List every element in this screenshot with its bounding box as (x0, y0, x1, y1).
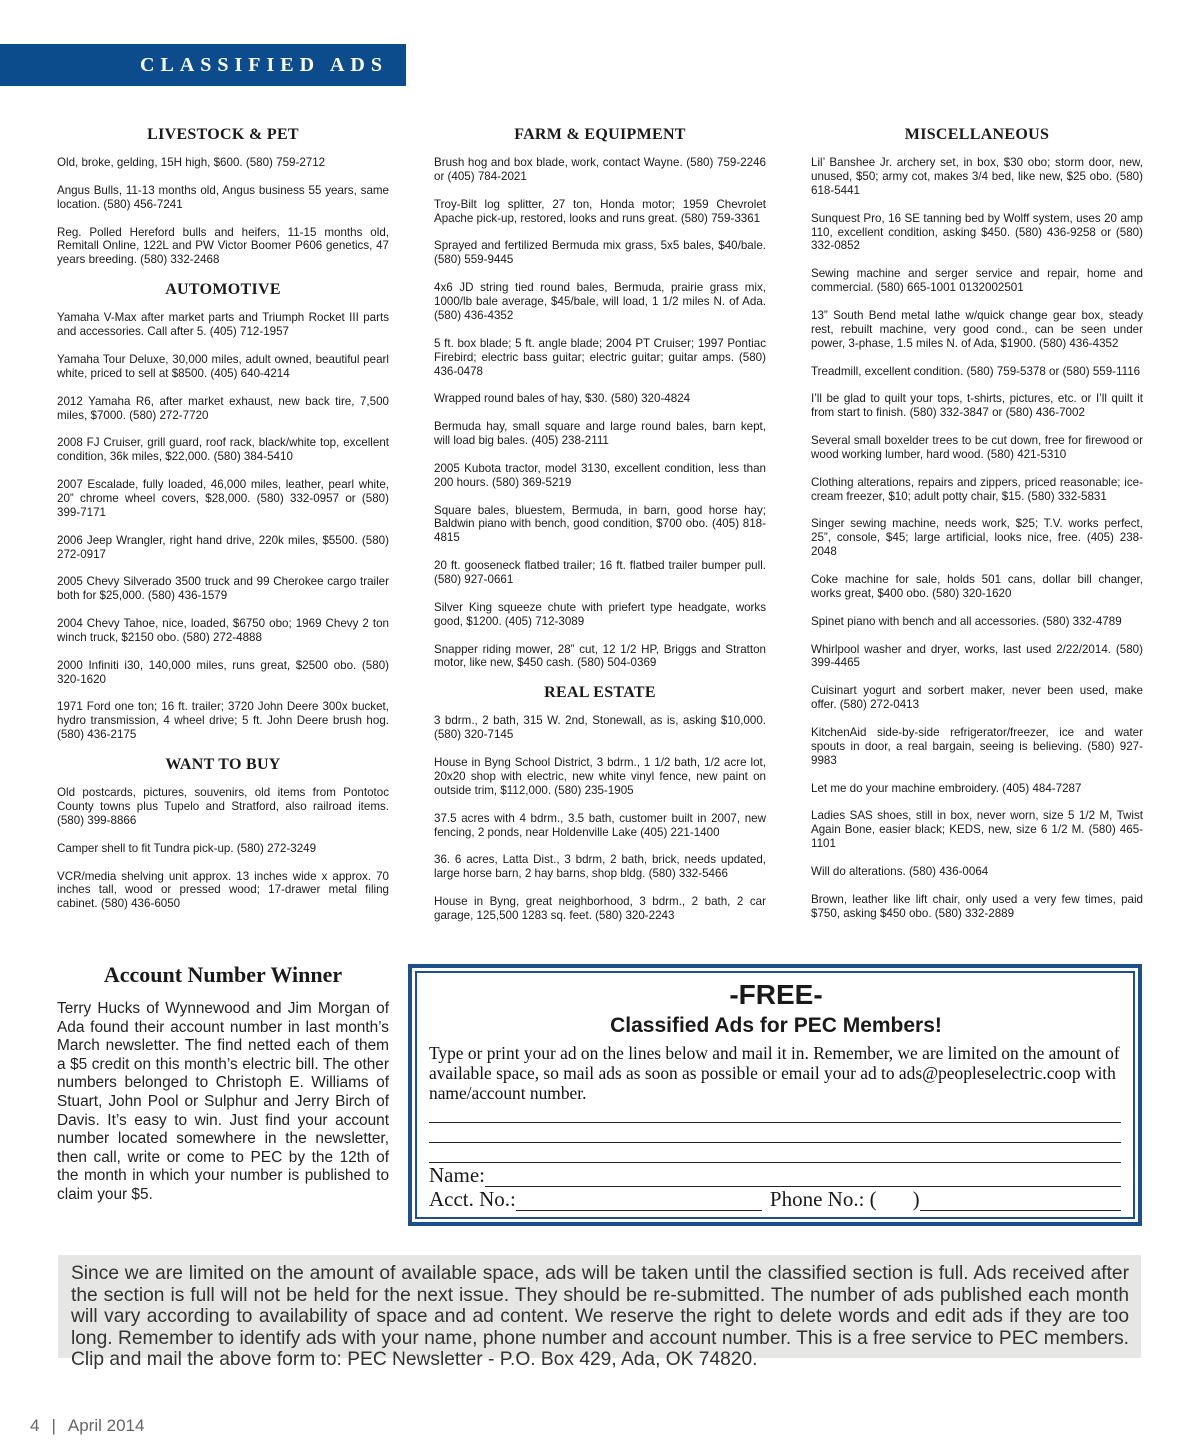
phone-label: Phone No.: ( (769, 1187, 877, 1211)
classified-ad: Camper shell to fit Tundra pick-up. (580) 272-3249 (57, 841, 317, 855)
classified-ad: 13” South Bend metal lathe w/quick change gear box, steady rest, rebuilt machine, very good cond., can be seen under power, 3-phase, 1.5 miles N. of Ada, $1900. (580) 436-4352 (811, 308, 1143, 350)
name-label: Name: (429, 1163, 485, 1187)
notice-text: Since we are limited on the amount of available space, ads will be taken until the classified section is full. Ads received after the section is full will not be held for the next issue. They should be re-submitted. The number of ads published each month will vary according to availability of space and ad content. We reserve the right to delete words and edit ads if they are too long. Remember to identify ads with your name, phone number and account number. This is a free service to PEC members. Clip and mail the above form to: PEC Newsletter - P.O. Box 429, Ada, OK 74820. (71, 1263, 1129, 1370)
classified-ad: House in Byng, great neighborhood, 3 bdrm., 2 bath, 2 car garage, 125,500 1283 sq. feet. (580) 320-2243 (434, 895, 766, 922)
section-heading: FARM & EQUIPMENT (514, 126, 686, 143)
classified-ad: Treadmill, excellent condition. (580) 759-5378 or (580) 559-1116 (811, 364, 1141, 378)
ads-column-1 (57, 124, 389, 925)
classified-ad: 1971 Ford one ton; 16 ft. trailer; 3720 John Deere 300x bucket, hydro transmission, 4 wheel drive; 5 ft. John Deere brush hog. (580) 436-2175 (57, 700, 389, 742)
page-footer (30, 1416, 144, 1436)
acct-label: Acct. No.: (429, 1187, 516, 1211)
classified-ad: Singer sewing machine, needs work, $25; T.V. works perfect, 25”, console, $45; large artificial, looks nice, free. (405) 238-2048 (811, 517, 1143, 559)
classified-ad: Silver King squeeze chute with priefert type headgate, works good, $1200. (405) 712-3089 (434, 600, 766, 628)
ad-section (434, 684, 766, 923)
ad-section (811, 126, 1143, 921)
classified-ad: Yamaha V-Max after market parts and Triumph Rocket III parts and accessories. Call after 5. (405) 712-1957 (57, 311, 389, 339)
classified-ad: Will do alterations. (580) 436-0064 (811, 864, 989, 878)
classified-ad: 36. 6 acres, Latta Dist., 3 bdrm, 2 bath, brick, needs updated, large horse barn, 2 hay barns, shop bldg. (580) 332-5466 (434, 853, 766, 881)
classified-ad: I’ll be glad to quilt your tops, t-shirts, pictures, etc. or I’ll quilt it from start to finish. (580) 332-3847 or (580) 436-7002 (811, 392, 1143, 420)
classified-ad: Square bales, bluestem, Bermuda, in barn, good horse hay; Baldwin piano with bench, good condition, $700 obo. (405) 818-4815 (434, 503, 766, 545)
classified-ad: 2005 Chevy Silverado 3500 truck and 99 Cherokee cargo trailer both for $25,000. (580) 436-1579 (57, 575, 389, 603)
classified-ad: Several small boxelder trees to be cut down, free for firewood or wood working lumber, hard wood. (580) 421-5310 (811, 434, 1143, 461)
name-row (429, 1163, 1121, 1187)
classified-ad: Wrapped round bales of hay, $30. (580) 320-4824 (434, 392, 691, 406)
classified-ad: House in Byng School District, 3 bdrm., 1 1/2 bath, 1/2 acre lot, 20x20 shop with electric, new white vinyl fence, new paint on outside trim, $112,000. (580) 235-1905 (434, 756, 766, 797)
ad-text-line-1[interactable] (429, 1103, 1121, 1123)
phone-number-field[interactable] (920, 1191, 1121, 1211)
classified-ad: 20 ft. gooseneck flatbed trailer; 16 ft. flatbed trailer bumper pull. (580) 927-0661 (434, 559, 766, 587)
classified-ad: Reg. Polled Hereford bulls and heifers, 11-15 months old, Remitall Online, 122L and PW Victor Boomer P606 genetics, 47 years breeding. (580) 332-2468 (57, 225, 389, 267)
classified-ad: Sewing machine and serger service and repair, home and commercial. (580) 665-1001 0132002501 (811, 267, 1143, 295)
winner-body: Terry Hucks of Wynnewood and Jim Morgan of Ada found their account number in last month’s March newsletter. The find netted each of them a $5 credit on this month’s electric bill. The other numbers belonged to Christoph E. Williams of Stuart, John Pool or Sulphur and Jerry Birch of Davis. It’s easy to win. Just find your account number located somewhere in the newsletter, then call, write or come to PEC by the 12th of the month in which your number is published to claim your $5. (57, 1000, 389, 1203)
footer-separator: | (51, 1416, 56, 1435)
classified-ad: Lil’ Banshee Jr. archery set, in box, $30 obo; storm door, new, unused, $50; army cot, makes 3/4 bed, like new, $25 obo. (580) 618-5441 (811, 156, 1143, 197)
account-number-winner (57, 962, 389, 1205)
name-field[interactable] (485, 1167, 1121, 1187)
form-free-heading: -FREE- (729, 979, 823, 1010)
classified-ad: 2004 Chevy Tahoe, nice, loaded, $6750 obo; 1969 Chevy 2 ton winch truck, $2150 obo. (580) 272-4888 (57, 617, 389, 644)
classified-ad: 2000 Infiniti i30, 140,000 miles, runs great, $2500 obo. (580) 320-1620 (57, 658, 389, 686)
ad-section (434, 126, 766, 670)
classified-ad: Let me do your machine embroidery. (405) 484-7287 (811, 781, 1082, 795)
classified-ad: VCR/media shelving unit approx. 13 inches wide x approx. 70 inches tall, wood or pressed wood; 17-drawer metal filing cabinet. (580) 436-6050 (57, 869, 389, 911)
ad-section (57, 756, 389, 911)
classified-ad: 5 ft. box blade; 5 ft. angle blade; 2004 PT Cruiser; 1997 Pontiac Firebird; electric bass guitar; electric guitar; guitar amps. (580) 436-0478 (434, 336, 766, 378)
issue-date: April 2014 (67, 1416, 145, 1435)
classified-ad: Troy-Bilt log splitter, 27 ton, Honda motor; 1959 Chevrolet Apache pick-up, restored, looks and runs great. (580) 759-3361 (434, 197, 766, 225)
classified-ad: 37.5 acres with 4 bdrm., 3.5 bath, customer built in 2007, new fencing, 2 ponds, near Holdenville Lake (405) 221-1400 (434, 811, 766, 839)
classified-ad: Sprayed and fertilized Bermuda mix grass, 5x5 bales, $40/bale. (580) 559-9445 (434, 239, 766, 267)
classified-ad: Yamaha Tour Deluxe, 30,000 miles, adult owned, beautiful pearl white, priced to sell at $8500. (405) 640-4214 (57, 352, 389, 380)
account-number-field[interactable] (516, 1191, 762, 1211)
classified-ad-form-inner (415, 971, 1135, 1219)
classified-ad: Old postcards, pictures, souvenirs, old items from Pontotoc County towns plus Tupelo and Stratford, also railroad items. (580) 399-8866 (57, 786, 389, 827)
section-banner: CLASSIFIED ADS (0, 44, 406, 86)
ads-column-3 (811, 124, 1143, 934)
classified-ad: Spinet piano with bench and all accessories. (580) 332-4789 (811, 614, 1122, 628)
ads-column-2 (434, 124, 766, 937)
ad-text-line-2[interactable] (429, 1123, 1121, 1143)
classified-ad: Brown, leather like lift chair, only used a very few times, paid $750, asking $450 obo. (580) 332-2889 (811, 892, 1143, 920)
classified-ad: Snapper riding mower, 28” cut, 12 1/2 HP, Briggs and Stratton motor, like new, $450 cash. (580) 504-0369 (434, 642, 766, 670)
classified-ad: Old, broke, gelding, 15H high, $600. (580) 759-2712 (57, 156, 326, 169)
classified-ad: 2005 Kubota tractor, model 3130, excellent condition, less than 200 hours. (580) 369-5219 (434, 461, 766, 489)
classified-ad: 4x6 JD string tied round bales, Bermuda, prairie grass mix, 1000/lb bale average, $45/bale, will load, 1 1/2 miles N. of Ada. (580) 436-4352 (434, 281, 766, 322)
classified-ad: Bermuda hay, small square and large round bales, barn kept, will load big bales. (405) 238-2111 (434, 420, 766, 448)
classified-ad-form (408, 964, 1142, 1226)
section-heading: AUTOMOTIVE (165, 281, 281, 299)
classified-ad: Ladies SAS shoes, still in box, never worn, size 5 1/2 M, Twist Again Bone, easier black; KEDS, new, size 6 1/2 M. (580) 465-1101 (811, 809, 1143, 851)
section-heading: REAL ESTATE (544, 684, 656, 702)
classified-ad: Brush hog and box blade, work, contact Wayne. (580) 759-2246 or (405) 784-2021 (434, 156, 766, 183)
classified-ad: 2006 Jeep Wrangler, right hand drive, 220k miles, $5500. (580) 272-0917 (57, 533, 389, 561)
phone-close-paren: ) (912, 1187, 920, 1211)
classified-ad: 2012 Yamaha R6, after market exhaust, new back tire, 7,500 miles, $7000. (580) 272-7720 (57, 394, 389, 422)
submission-notice (58, 1255, 1141, 1370)
winner-title: Account Number Winner (103, 962, 343, 987)
section-heading: MISCELLANEOUS (904, 126, 1050, 143)
classified-ad: Coke machine for sale, holds 501 cans, dollar bill changer, works great, $400 obo. (580) 320-1620 (811, 573, 1143, 600)
classified-ad: Angus Bulls, 11-13 months old, Angus business 55 years, same location. (580) 456-7241 (57, 183, 389, 211)
classified-ad: 2008 FJ Cruiser, grill guard, roof rack, black/white top, excellent condition, 36k miles, $22,000. (580) 384-5410 (57, 436, 389, 464)
form-instructions: Type or print your ad on the lines below and mail it in. Remember, we are limited on the amount of available space, so mail ads as soon as possible or email your ad to ads@peopleselectric.coop with name/account number. (429, 1043, 1120, 1103)
ad-section (57, 126, 389, 267)
ad-text-line-3[interactable] (429, 1143, 1121, 1163)
classified-ad: 2007 Escalade, fully loaded, 46,000 miles, leather, pearl white, 20” chrome wheel covers, $28,000. (580) 332-0957 or (580) 399-7171 (57, 478, 389, 519)
classified-ad: Cuisinart yogurt and sorbert maker, never been used, make offer. (580) 272-0413 (811, 684, 1143, 712)
classified-ad: Whirlpool washer and dryer, works, last used 2/22/2014. (580) 399-4465 (811, 642, 1143, 670)
ad-section (57, 281, 389, 742)
acct-phone-row (429, 1187, 1121, 1211)
classified-ad: Sunquest Pro, 16 SE tanning bed by Wolff system, uses 20 amp 110, excellent condition, asking $450. (580) 436-9258 or (580) 332-0852 (811, 211, 1143, 253)
classified-ad: 3 bdrm., 2 bath, 315 W. 2nd, Stonewall, as is, asking $10,000. (580) 320-7145 (434, 714, 766, 742)
page-number: 4 (30, 1416, 40, 1435)
section-heading: LIVESTOCK & PET (147, 126, 299, 143)
classified-ad: KitchenAid side-by-side refrigerator/freezer, ice and water spouts in door, a real bargain, seeing is believing. (580) 927-9983 (811, 725, 1143, 767)
classified-ad: Clothing alterations, repairs and zippers, priced reasonable; ice-cream freezer, $10; adult potty chair, $15. (580) 332-5831 (811, 475, 1143, 503)
section-heading: WANT TO BUY (165, 756, 281, 774)
form-subtitle: Classified Ads for PEC Members! (610, 1014, 942, 1037)
